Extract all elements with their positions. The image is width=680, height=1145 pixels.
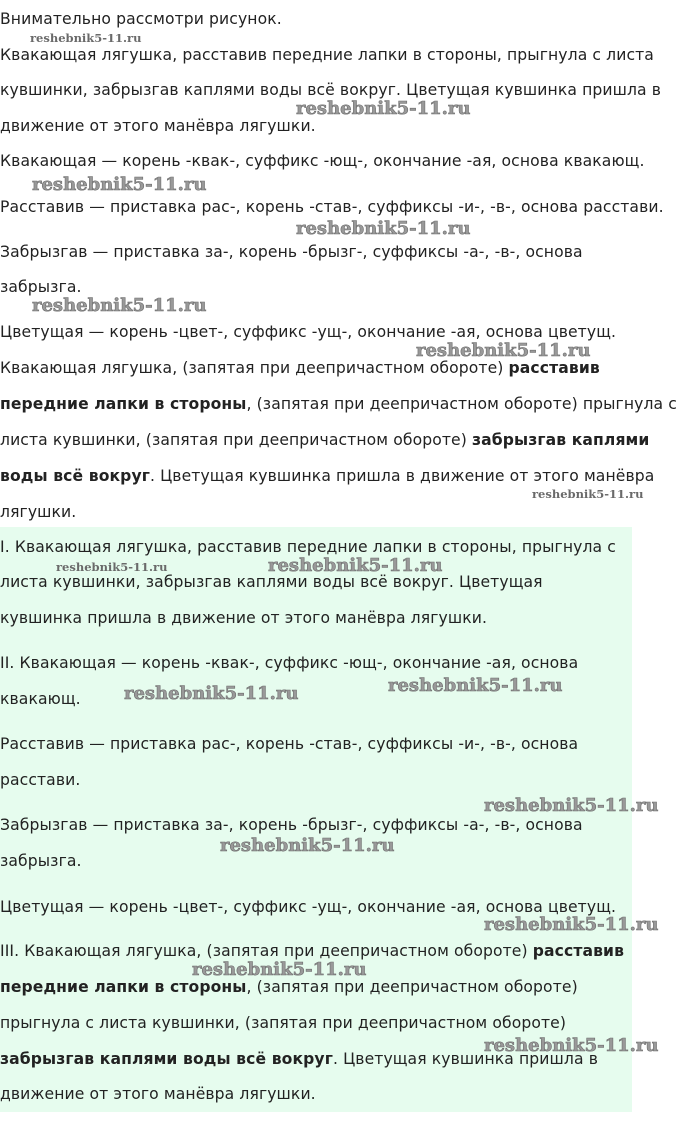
watermark: reshebnik5-11.ru <box>484 795 659 816</box>
watermark: reshebnik5-11.ru <box>388 675 563 696</box>
text-span: , (запятая при деепричастном обороте) <box>246 978 578 996</box>
text-span: , (запятая при деепричастном обороте) прыгнула с <box>246 395 677 413</box>
watermark: reshebnik5-11.ru <box>484 1035 659 1056</box>
watermark: reshebnik5-11.ru <box>268 555 443 576</box>
text-line: забрызга. <box>0 278 82 296</box>
answer-line: Забрызгав — приставка за-, корень -брызг-, суффиксы -а-, -в-, основа <box>0 816 583 834</box>
text-line: лягушки. <box>0 503 77 521</box>
watermark: reshebnik5-11.ru <box>296 218 471 239</box>
answer-line: забрызга. <box>0 852 82 870</box>
watermark: reshebnik5-11.ru <box>192 959 367 980</box>
text-line: Квакающая лягушка, расставив передние лапки в стороны, прыгнула с листа <box>0 46 654 64</box>
text-line: движение от этого манёвра лягушки. <box>0 117 316 135</box>
watermark: reshebnik5-11.ru <box>416 340 591 361</box>
bold-span: передние лапки в стороны <box>0 978 247 996</box>
watermark: reshebnik5-11.ru <box>32 174 207 195</box>
intro-line: Внимательно рассмотри рисунок. <box>0 10 282 28</box>
watermark: reshebnik5-11.ru <box>30 31 142 45</box>
answer-line: расстави. <box>0 771 81 789</box>
answer-line: прыгнула с листа кувшинки, (запятая при деепричастном обороте) <box>0 1014 567 1032</box>
watermark: reshebnik5-11.ru <box>220 835 395 856</box>
answer-line: Расставив — приставка рас-, корень -став-, суффиксы -и-, -в-, основа <box>0 735 579 753</box>
bold-span: забрызгав каплями воды всё вокруг <box>0 1050 333 1068</box>
answer-line: кувшинка пришла в движение от этого манёвра лягушки. <box>0 609 488 627</box>
text-line <box>0 394 677 414</box>
watermark: reshebnik5-11.ru <box>296 98 471 119</box>
text-span: листа кувшинки, (запятая при деепричастном обороте) <box>0 431 472 449</box>
bold-span: расставив <box>532 942 625 960</box>
watermark: reshebnik5-11.ru <box>532 487 644 501</box>
answer-line: движение от этого манёвра лягушки. <box>0 1085 316 1103</box>
bold-span: воды всё вокруг <box>0 467 150 485</box>
answer-line <box>0 941 624 961</box>
answer-line <box>0 977 578 997</box>
text-line: Расставив — приставка рас-, корень -став-, суффиксы -и-, -в-, основа расстави. <box>0 198 664 216</box>
text-line: Цветущая — корень -цвет-, суффикс -ущ-, окончание -ая, основа цветущ. <box>0 323 617 341</box>
text-span: . Цветущая кувшинка пришла в <box>332 1050 598 1068</box>
text-span: III. Квакающая лягушка, (запятая при деепричастном обороте) <box>0 942 533 960</box>
answer-line: Цветущая — корень -цвет-, суффикс -ущ-, окончание -ая, основа цветущ. <box>0 898 617 916</box>
answer-line: листа кувшинки, забрызгав каплями воды всё вокруг. Цветущая <box>0 573 543 591</box>
text-line <box>0 358 600 378</box>
answer-line: II. Квакающая — корень -квак-, суффикс -ющ-, окончание -ая, основа <box>0 654 579 672</box>
text-line: Квакающая — корень -квак-, суффикс -ющ-, окончание -ая, основа квакающ. <box>0 152 645 170</box>
text-line: Забрызгав — приставка за-, корень -брызг-, суффиксы -а-, -в-, основа <box>0 243 583 261</box>
bold-span: забрызгав каплями <box>471 431 650 449</box>
bold-span: расставив <box>508 359 600 377</box>
answer-line: квакающ. <box>0 690 81 708</box>
text-line: кувшинки, забрызгав каплями воды всё вокруг. Цветущая кувшинка пришла в <box>0 81 662 99</box>
text-span: Квакающая лягушка, (запятая при деепричастном обороте) <box>0 359 509 377</box>
text-line <box>0 466 654 486</box>
watermark: reshebnik5-11.ru <box>32 295 207 316</box>
text-span: . Цветущая кувшинка пришла в движение от этого манёвра <box>149 467 655 485</box>
bold-span: передние лапки в стороны <box>0 395 247 413</box>
watermark: reshebnik5-11.ru <box>124 683 299 704</box>
answer-line: I. Квакающая лягушка, расставив передние лапки в стороны, прыгнула с <box>0 538 616 556</box>
watermark: reshebnik5-11.ru <box>56 560 168 574</box>
watermark: reshebnik5-11.ru <box>484 914 659 935</box>
text-line <box>0 430 649 450</box>
